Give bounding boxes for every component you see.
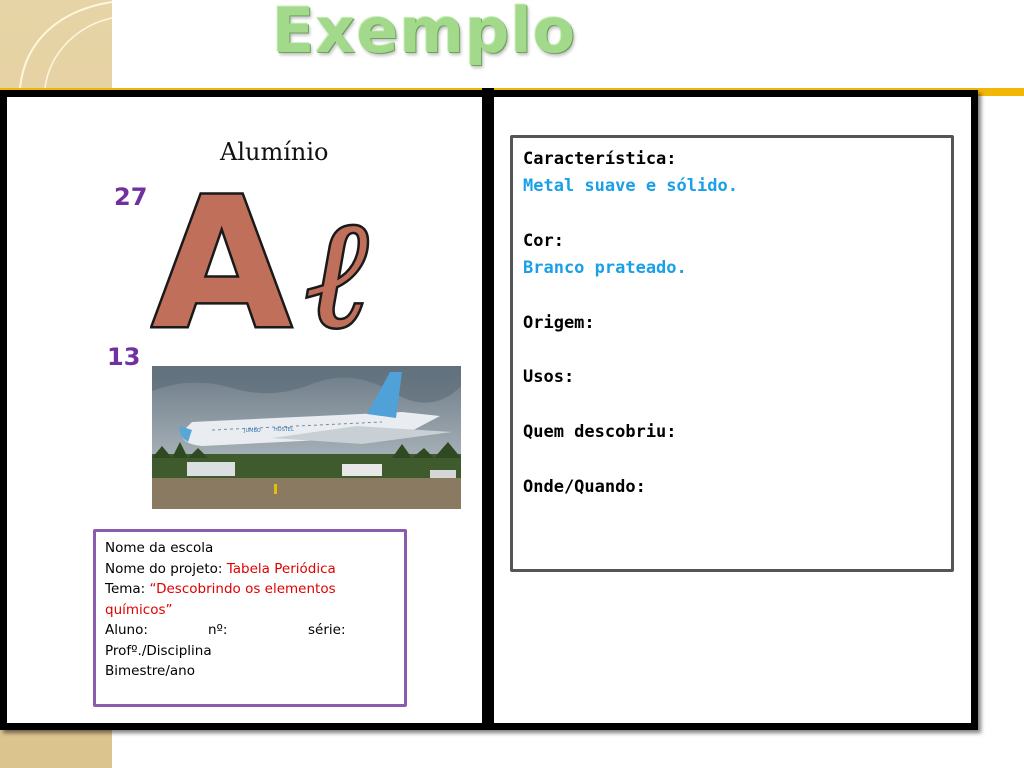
symbol-letter-a: A bbox=[152, 192, 292, 342]
characteristic-value: Metal suave e sólido. bbox=[523, 176, 738, 197]
element-name: Alumínio bbox=[220, 138, 329, 166]
mass-number: 27 bbox=[114, 183, 148, 211]
project-line bbox=[105, 559, 395, 580]
discoverer-label: Quem descobriu: bbox=[523, 421, 677, 442]
plane-text-1: JUMBO bbox=[244, 428, 261, 434]
student-label: Aluno: bbox=[105, 622, 148, 638]
theme-value: “Descobrindo os elementos químicos” bbox=[105, 581, 336, 618]
symbol-letter-l: ℓ bbox=[305, 192, 368, 342]
theme-line bbox=[105, 579, 395, 620]
teacher-line: Profº./Disciplina bbox=[105, 642, 212, 659]
color-label: Cor: bbox=[523, 230, 564, 251]
element-symbol bbox=[150, 192, 400, 342]
uses-label: Usos: bbox=[523, 367, 575, 388]
term-line: Bimestre/ano bbox=[105, 663, 195, 679]
where-when-label: Onde/Quando: bbox=[523, 476, 646, 497]
atomic-number: 13 bbox=[107, 343, 141, 371]
school-name-line: Nome da escola bbox=[105, 540, 214, 556]
origin-label: Origem: bbox=[523, 312, 595, 333]
plane-text-2: HOSTEL bbox=[274, 427, 294, 433]
project-label: Nome do projeto: bbox=[105, 560, 223, 577]
project-value: Tabela Periódica bbox=[226, 560, 336, 577]
frame-divider bbox=[482, 88, 494, 728]
color-value: Branco prateado. bbox=[523, 258, 687, 279]
characteristic-label: Característica: bbox=[523, 149, 677, 169]
slide-title: Exemplo bbox=[272, 0, 577, 67]
student-line bbox=[105, 620, 395, 641]
grade-label: série: bbox=[308, 622, 346, 638]
theme-label: Tema: bbox=[105, 581, 146, 597]
number-label: nº: bbox=[208, 622, 228, 638]
airplane-photo bbox=[152, 366, 461, 509]
school-info-box bbox=[93, 529, 407, 707]
element-info-box bbox=[510, 135, 954, 572]
